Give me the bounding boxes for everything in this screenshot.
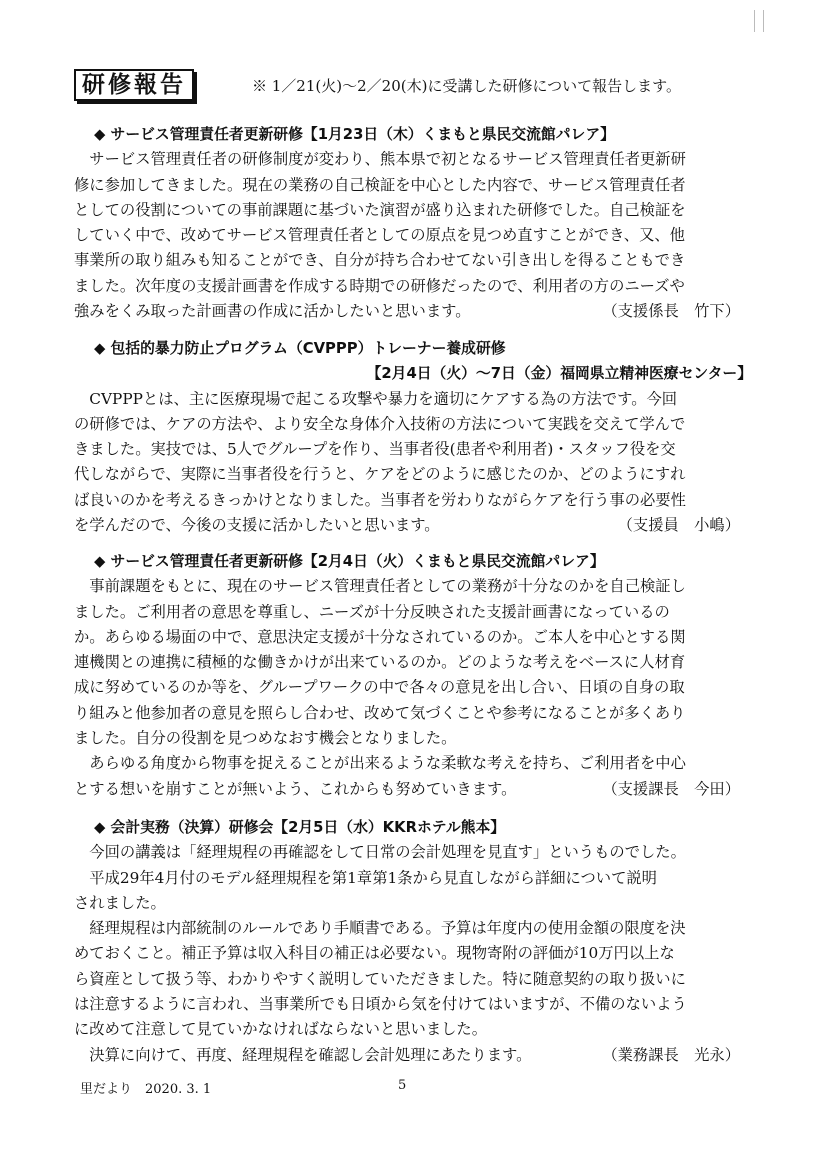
body-line: 強みをくみ取った計画書の作成に活かしたいと思います。	[74, 302, 471, 321]
body-line: サービス管理責任者の研修制度が変わり、熊本県で初となるサービス管理責任者更新研	[74, 150, 686, 169]
signature-line	[74, 1043, 754, 1068]
body-line: ました。次年度の支援計画書を作成する時期での研修だったので、利用者の方のニーズや	[74, 276, 685, 295]
scan-edge-mark	[754, 10, 764, 32]
section-heading: ◆ 会計実務（決算）研修会【2月5日（水）KKRホテル熊本】	[94, 819, 506, 836]
body-line: ら資産として扱う等、わかりやすく説明していただきました。特に随意契約の取り扱いに	[74, 969, 686, 988]
signature-line	[74, 777, 754, 802]
body-line: 経理規程は内部統制のルールであり手順書である。予算は年度内の使用金額の限度を決	[74, 919, 686, 938]
body-line: 決算に向けて、再度、経理規程を確認し会計処理にあたります。	[74, 1045, 532, 1064]
body-line: とする想いを崩すことが無いよう、これからも努めていきます。	[74, 779, 517, 798]
section-venue: 【2月4日（火）～7日（金）福岡県立精神医療センター】	[366, 365, 752, 383]
body-line: に改めて注意して見ていかなければならないと思いました。	[74, 1020, 488, 1039]
section-heading: ◆ サービス管理責任者更新研修【1月23日（木）くまもと県民交流館パレア】	[94, 126, 615, 143]
signature-line	[74, 299, 754, 324]
body-line: の研修では、ケアの方法や、より安全な身体介入技術の方法について実践を交えて学んで	[74, 414, 686, 433]
body-line: 事前課題をもとに、現在のサービス管理責任者としての業務が十分なのかを自己検証し	[74, 577, 686, 596]
body-line: 事業所の取り組みも知ることができ、自分が持ち合わせてない引き出しを得ることもでき	[74, 251, 686, 270]
body-line: は注意するように言われ、当事業所でも日頃から気を付けてはいますが、不備のないよう	[74, 995, 687, 1014]
body-line: ました。ご利用者の意思を尊重し、ニーズが十分反映された支援計画書になっているの	[74, 602, 670, 621]
report-title: 研修報告	[74, 69, 194, 101]
body-line: きました。実技では、5人でグループを作り、当事者役(患者や利用者)・スタッフ役を交	[74, 440, 676, 459]
body-line: ば良いのかを考えるきっかけとなりました。当事者を労わりながらケアを行う事の必要性	[74, 490, 686, 509]
section-heading: ◆ 包括的暴力防止プログラム（CVPPP）トレーナー養成研修	[94, 340, 506, 357]
body-line: あらゆる角度から物事を捉えることが出来るような柔軟な考えを持ち、ご利用者を中心	[74, 754, 686, 773]
author-signature: （支援係長 竹下）	[602, 302, 740, 321]
report-header	[74, 69, 754, 103]
body-line: 成に努めているのか等を、グループワークの中で各々の意見を出し合い、日頃の自身の取	[74, 678, 685, 697]
training-report-2	[74, 336, 754, 538]
body-line: 連機関との連携に積極的な働きかけが出来ているのか。どのような考えをベースに人材育	[74, 653, 686, 672]
body-line: されました。	[74, 893, 166, 912]
body-line: 平成29年4月付のモデル経理規程を第1章第1条から見直しながら詳細について説明	[74, 868, 657, 887]
body-line: 今回の講義は「経理規程の再確認をして日常の会計処理を見直す」というものでした。	[74, 843, 686, 862]
training-report-1	[74, 122, 754, 324]
publication-date: 里だより 2020. 3. 1	[80, 1082, 212, 1097]
body-line: としての役割についての事前課題に基づいた演習が盛り込まれた研修でした。自己検証を	[74, 200, 686, 219]
body-line: ました。自分の役割を見つめなおす機会となりました。	[74, 729, 457, 748]
body-line: CVPPPとは、主に医療現場で起こる攻撃や暴力を適切にケアする為の方法です。今回	[74, 389, 678, 408]
body-line: 修に参加してきました。現在の業務の自己検証を中心とした内容で、サービス管理責任者	[74, 175, 686, 194]
body-line: り組みと他参加者の意見を照らし合わせ、改めて気づくことや参考になることが多くあり	[74, 703, 686, 722]
page-number: 5	[398, 1078, 407, 1093]
body-line: を学んだので、今後の支援に活かしたいと思います。	[74, 516, 440, 535]
author-signature: （業務課長 光永）	[602, 1045, 740, 1064]
body-line: か。あらゆる場面の中で、意思決定支援が十分なされているのか。ご本人を中心とする関	[74, 627, 686, 646]
report-period-note: ※ 1／21(火)～2／20(木)に受講した研修について報告します。	[252, 77, 681, 95]
section-heading: ◆ サービス管理責任者更新研修【2月4日（火）くまもと県民交流館パレア】	[94, 553, 605, 570]
signature-line	[74, 513, 754, 538]
body-line: していく中で、改めてサービス管理責任者としての原点を見つめ直すことができ、又、他	[74, 226, 685, 245]
body-line: 代しながらで、実際に当事者役を行うと、ケアをどのように感じたのか、どのようにすれ	[74, 465, 686, 484]
training-report-4	[74, 815, 754, 1068]
author-signature: （支援員 小嶋）	[617, 516, 740, 535]
author-signature: （支援課長 今田）	[602, 779, 740, 798]
body-line: めておくこと。補正予算は収入科目の補正は必要ない。現物寄附の評価が10万円以上な	[74, 944, 675, 963]
training-report-3	[74, 549, 754, 802]
